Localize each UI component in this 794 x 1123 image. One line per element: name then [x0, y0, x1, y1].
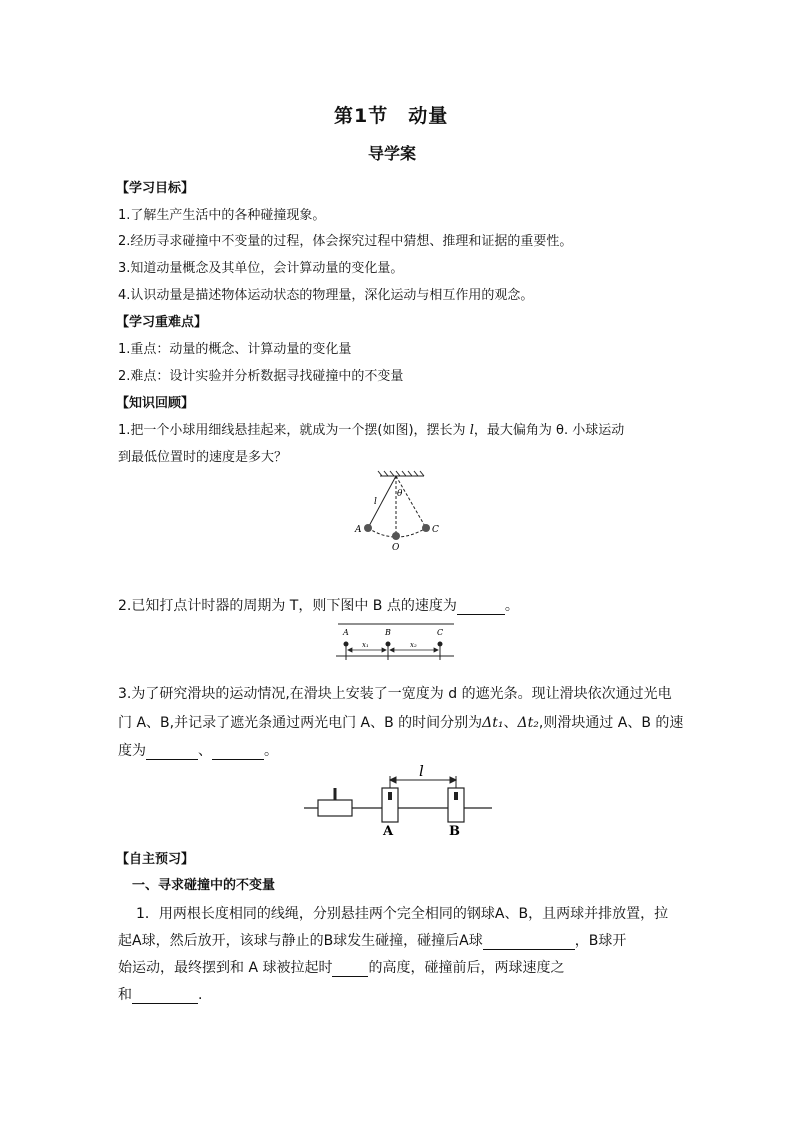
label-B: B: [385, 628, 391, 637]
q1-l-symbol: l: [469, 423, 474, 438]
keypoints-heading: 【学习重难点】: [116, 315, 208, 330]
q3-dt2: Δt₂: [517, 715, 539, 731]
p1-text-e: 和: [118, 987, 132, 1003]
ball-C: [422, 524, 430, 532]
q3-text-c: 度为: [118, 743, 146, 759]
goal-item: 4.认识动量是描述物体运动状态的物理量，深化运动与相互作用的观念。: [118, 288, 534, 303]
q1-text-b: ，最大偏角为 θ. 小球运动: [473, 423, 625, 438]
dot-B: [386, 642, 391, 647]
dot-A: [344, 642, 349, 647]
pendulum-figure: [352, 470, 472, 560]
q3-answer-blank-a[interactable]: [146, 743, 198, 760]
p1-answer-blank-c[interactable]: [132, 987, 198, 1004]
goal-item: 2.经历寻求碰撞中不变量的过程，体会探究过程中猜想、推理和证据的重要性。: [118, 234, 573, 249]
label-A: A: [383, 824, 394, 839]
p1-answer-blank-b[interactable]: [332, 960, 368, 977]
review-q1-line2: 到最低位置时的速度是多大？: [118, 450, 288, 465]
preview-p1-line4: [118, 984, 202, 1004]
dot-timer-figure: [334, 620, 464, 670]
ball-A: [364, 524, 372, 532]
preview-subheading: 一、寻求碰撞中的不变量: [132, 878, 276, 893]
dot-C: [438, 642, 443, 647]
goal-item: 1.了解生产生活中的各种碰撞现象。: [118, 208, 326, 223]
keypoint-item: 1.重点：动量的概念、计算动量的变化量: [118, 342, 352, 357]
q2-end: 。: [504, 598, 519, 614]
goal-item: 3.知道动量概念及其单位，会计算动量的变化量。: [118, 261, 404, 276]
label-C: C: [432, 525, 439, 535]
preview-p1-line2: [118, 930, 626, 950]
ball-O: [392, 532, 400, 540]
page-subtitle: 导学案: [368, 144, 417, 163]
label-O: O: [392, 543, 400, 553]
q3-end: 。: [264, 743, 278, 759]
p1-text-b: ，B球开: [574, 933, 627, 949]
preview-heading: 【自主预习】: [116, 852, 195, 867]
review-q3-line2: [118, 712, 683, 732]
preview-p1-line1: 1．用两根长度相同的线绳，分别悬挂两个完全相同的钢球A、B，且两球并排放置，拉: [136, 906, 669, 922]
q2-answer-blank[interactable]: [457, 598, 505, 615]
review-q2: [118, 595, 519, 615]
p1-answer-blank-a[interactable]: [483, 933, 575, 950]
q2-text: 2.已知打点计时器的周期为 T，则下图中 B 点的速度为: [118, 598, 457, 614]
label-x2: x₂: [410, 641, 417, 649]
label-l: l: [419, 762, 424, 780]
label-A: A: [355, 525, 362, 535]
review-heading: 【知识回顾】: [116, 396, 195, 411]
q3-text-b: ,则滑块通过 A、B 的速: [538, 715, 684, 731]
p1-text-a: 起A球，然后放开，该球与静止的B球发生碰撞，碰撞后A球: [118, 933, 483, 949]
label-x1: x₁: [362, 641, 369, 649]
p1-text-f: .: [198, 987, 203, 1003]
q3-text-a: 门 A、B,并记录了遮光条通过两光电门 A、B 的时间分别为: [118, 715, 483, 731]
p1-text-c: 始运动，最终摆到和 A 球被拉起时: [118, 960, 333, 976]
p1-text-d: 的高度，碰撞前后，两球速度之: [368, 960, 565, 976]
label-theta: θ: [397, 489, 403, 499]
label-B: B: [449, 824, 460, 839]
goals-heading: 【学习目标】: [116, 181, 195, 196]
q3-dt1: Δt₁: [482, 715, 504, 731]
q3-sep: 、: [503, 715, 518, 731]
preview-p1-line3: [118, 957, 564, 977]
photogate-figure: [302, 762, 498, 842]
review-q3-line1: 3.为了研究滑块的运动情况,在滑块上安装了一宽度为 d 的遮光条。现让滑块依次通过光电: [118, 686, 672, 702]
review-q3-line3: [118, 740, 278, 760]
q1-text-a: 1.把一个小球用细线悬挂起来，就成为一个摆(如图)，摆长为: [118, 423, 470, 438]
page-title: 第1节 动量: [334, 105, 449, 127]
label-A: A: [343, 628, 349, 637]
label-C: C: [437, 628, 444, 637]
q3-answer-blank-b[interactable]: [212, 743, 264, 760]
q3-sep2: 、: [198, 743, 212, 759]
slider-block: [318, 800, 352, 816]
label-l: l: [374, 497, 377, 507]
keypoint-item: 2.难点：设计实验并分析数据寻找碰撞中的不变量: [118, 369, 404, 384]
review-q1-line1: [118, 419, 624, 438]
